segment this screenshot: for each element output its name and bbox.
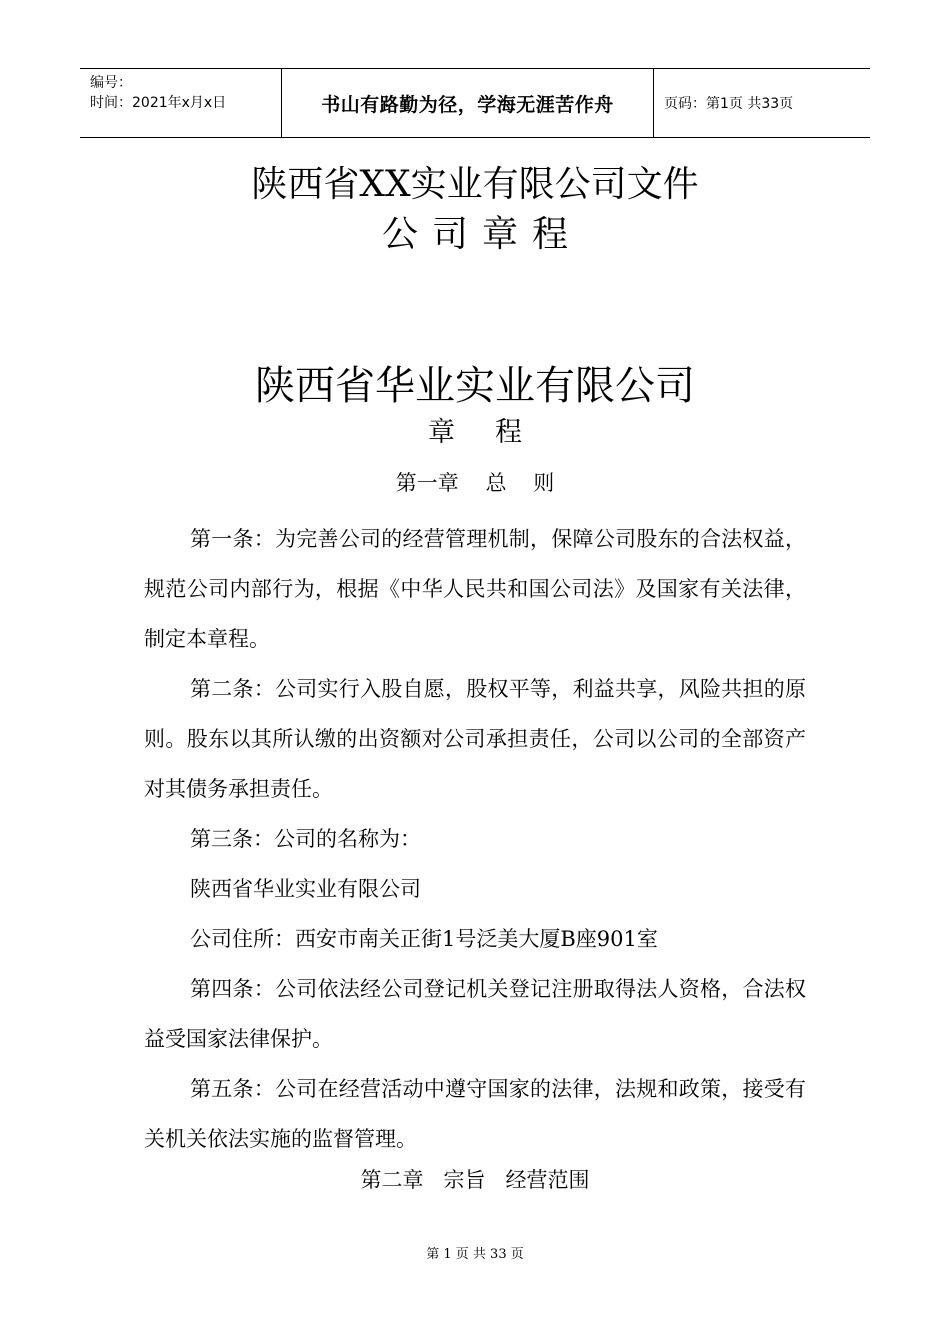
- article-paragraph: 第四条：公司依法经公司登记机关登记注册取得法人资格，合法权益受国家法律保护。: [144, 977, 806, 1051]
- article-paragraph: 第五条：公司在经营活动中遵守国家的法律，法规和政策，接受有关机关依法实施的监督管理。: [144, 1077, 806, 1151]
- header-motto: 书山有路勤为径，学海无涯苦作舟: [282, 69, 654, 137]
- page-footer: 第 1 页 共 33 页: [426, 1247, 524, 1262]
- charter-heading: 章程: [428, 417, 562, 448]
- page-header: [80, 68, 870, 138]
- article-paragraph: 陕西省华业实业有限公司: [190, 877, 421, 901]
- company-name-heading: 陕西省华业实业有限公司: [255, 363, 695, 409]
- document-subtitle: 公司章程: [381, 214, 582, 255]
- document-body: [144, 514, 806, 1164]
- header-time-label: 时间：2021年x月x日: [90, 95, 227, 111]
- header-page-info: 页码：第1页 共33页: [664, 96, 794, 112]
- article-paragraph: 公司住所：西安市南关正街1号泛美大厦B座901室: [190, 927, 658, 951]
- chapter-heading-1: 第一章 总 则: [395, 471, 555, 495]
- article-paragraph: 第一条：为完善公司的经营管理机制，保障公司股东的合法权益，规范公司内部行为，根据《中华人民共和国公司法》及国家有关法律，制定本章程。: [144, 527, 806, 651]
- document-title: 陕西省XX实业有限公司文件: [251, 164, 699, 205]
- header-meta: [80, 69, 282, 137]
- chapter-heading-2: 第二章 宗旨 经营范围: [360, 1168, 590, 1192]
- header-number-label: 编号：: [90, 75, 132, 91]
- article-paragraph: 第三条：公司的名称为：: [190, 827, 421, 851]
- article-paragraph: 第二条：公司实行入股自愿，股权平等，利益共享，风险共担的原则。股东以其所认缴的出资额对公司承担责任，公司以公司的全部资产对其债务承担责任。: [144, 677, 806, 801]
